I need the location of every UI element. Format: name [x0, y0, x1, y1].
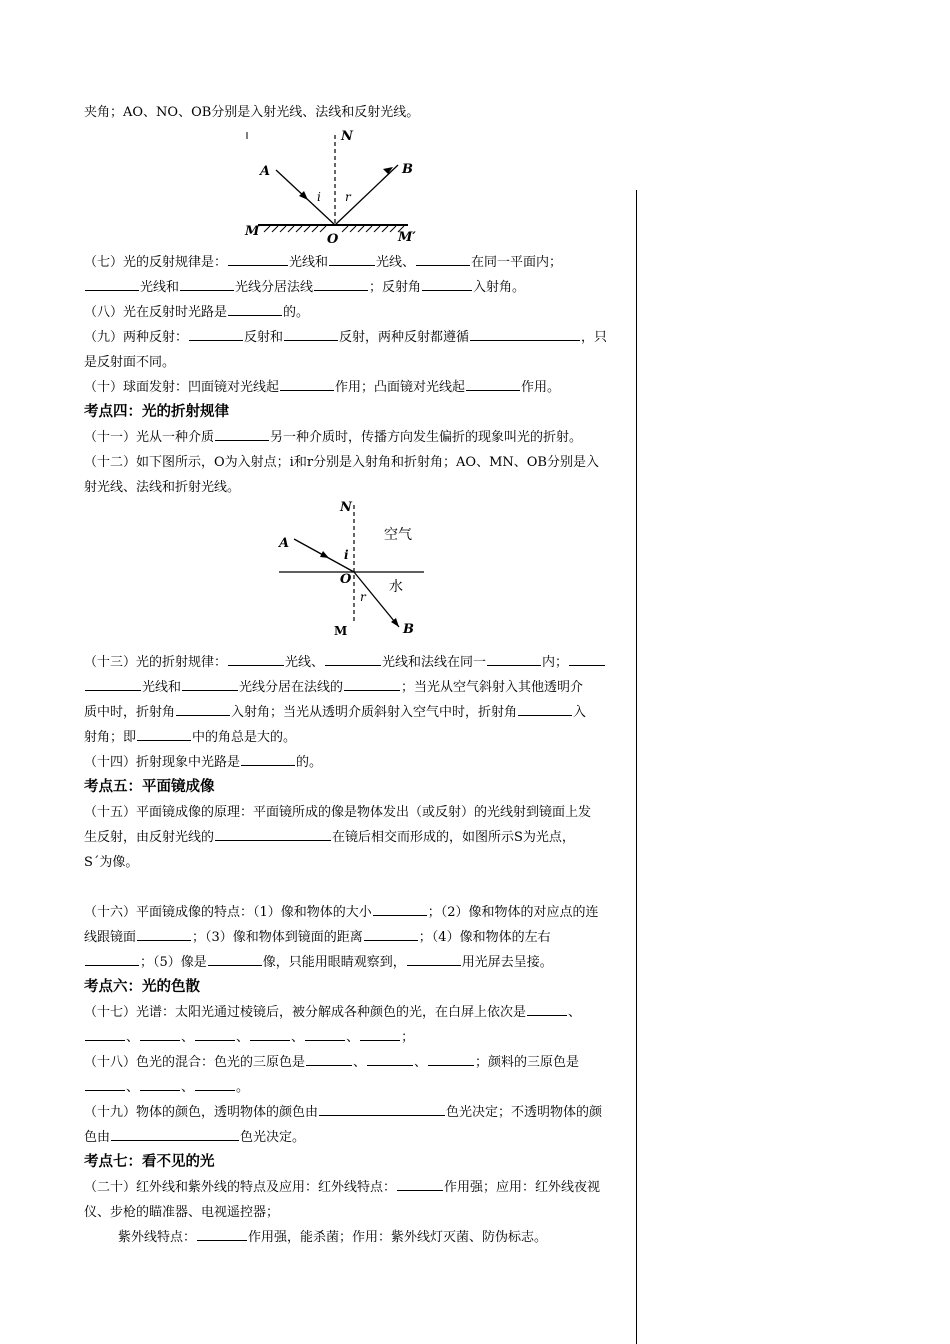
- blank-field[interactable]: [306, 1053, 352, 1066]
- blank-field[interactable]: [527, 1003, 567, 1016]
- section-heading-5: 考点五：平面镜成像: [84, 779, 215, 795]
- blank-field[interactable]: [208, 953, 262, 966]
- fig1-label-a: A: [260, 164, 271, 179]
- section-heading-6: 考点六：光的色散: [84, 979, 200, 995]
- item-15-line-3: S´为像。: [84, 855, 139, 870]
- item-19-line-1: （十九）物体的颜色，透明物体的颜色由 色光决定；不透明物体的颜: [84, 1105, 603, 1120]
- blank-field[interactable]: [189, 328, 243, 341]
- item-9-line-1: （九）两种反射： 反射和 反射，两种反射都遵循 ，只: [84, 330, 608, 345]
- fig1-label-r: r: [345, 190, 351, 204]
- blank-field[interactable]: [140, 1028, 180, 1041]
- blank-field[interactable]: [85, 278, 139, 291]
- fig1-label-i: i: [317, 190, 321, 204]
- blank-field[interactable]: [140, 1078, 180, 1091]
- figure-spacer-1: [84, 125, 624, 250]
- blank-field[interactable]: [137, 728, 191, 741]
- blank-field[interactable]: [466, 378, 520, 391]
- item-9-line-2: 是反射面不同。: [84, 355, 176, 370]
- fig2-label-water: 水: [389, 579, 403, 595]
- blank-field[interactable]: [280, 378, 334, 391]
- item-11: （十一）光从一种介质 另一种介质时，传播方向发生偏折的现象叫光的折射。: [84, 430, 583, 445]
- blank-field[interactable]: [428, 1053, 474, 1066]
- blank-field[interactable]: [228, 653, 284, 666]
- item-20-line-2: 仪、步枪的瞄准器、电视遥控器；: [84, 1205, 280, 1220]
- blank-field[interactable]: [305, 1028, 345, 1041]
- blank-field[interactable]: [470, 328, 580, 341]
- empty-line: [84, 875, 624, 900]
- item-17-line-2: 、 、 、 、 、 ；: [84, 1025, 624, 1050]
- item-16-line-1: （十六）平面镜成像的特点：（1）像和物体的大小 ；（2）像和物体的对应点的连: [84, 905, 599, 920]
- blank-field[interactable]: [325, 653, 381, 666]
- item-13-line-3: 质中时，折射角 入射角；当光从透明介质斜射入空气中时，折射角 入: [84, 705, 587, 720]
- item-15-line-1: （十五）平面镜成像的原理：平面镜所成的像是物体发出（或反射）的光线射到镜面上发: [84, 805, 592, 820]
- blank-field[interactable]: [85, 1028, 125, 1041]
- blank-field[interactable]: [360, 1028, 400, 1041]
- section-heading-4: 考点四：光的折射规律: [84, 404, 229, 420]
- blank-field[interactable]: [364, 928, 418, 941]
- item-12-line-1: （十二）如下图所示，O为入射点；i和r分别是入射角和折射角；AO、MN、OB分别是入: [84, 455, 599, 470]
- blank-field[interactable]: [569, 653, 605, 666]
- margin-rule: [636, 190, 637, 1344]
- blank-field[interactable]: [215, 828, 331, 841]
- fig1-label-b: B: [402, 162, 413, 177]
- blank-field[interactable]: [195, 1028, 235, 1041]
- blank-field[interactable]: [518, 703, 572, 716]
- item-15-line-2: 生反射，由反射光线的 在镜后相交而形成的，如图所示S为光点，: [84, 830, 575, 845]
- blank-field[interactable]: [180, 278, 234, 291]
- fig1-label-n: N: [341, 129, 353, 144]
- blank-field[interactable]: [111, 1128, 239, 1141]
- blank-field[interactable]: [228, 253, 288, 266]
- figure-spacer-2: [84, 500, 624, 650]
- intro-line: 夹角；AO、NO、OB分别是入射光线、法线和反射光线。: [84, 105, 420, 120]
- fig1-label-o: O: [327, 232, 339, 245]
- item-12-line-2: 射光线、法线和折射光线。: [84, 480, 241, 495]
- blank-field[interactable]: [176, 703, 230, 716]
- item-8: （八）光在反射时光路是 的。: [84, 305, 310, 320]
- item-18-line-1: （十八）色光的混合：色光的三原色是 、 、 ；颜料的三原色是: [84, 1055, 580, 1070]
- item-13-line-2: 光线和 光线分居在法线的 ；当光从空气斜射入其他透明介: [84, 675, 624, 700]
- blank-field[interactable]: [228, 303, 282, 316]
- fig2-label-r: r: [360, 590, 366, 604]
- blank-field[interactable]: [407, 953, 461, 966]
- fig2-label-b: B: [403, 622, 414, 637]
- item-7-line-2: 光线和 光线分居法线 ；反射角 入射角。: [84, 275, 624, 300]
- blank-field[interactable]: [397, 1178, 443, 1191]
- item-20-line-1: （二十）红外线和紫外线的特点及应用：红外线特点： 作用强；应用：红外线夜视: [84, 1180, 601, 1195]
- blank-field[interactable]: [215, 428, 269, 441]
- item-7-line-1: （七）光的反射规律是： 光线和 光线、 在同一平面内；: [84, 255, 563, 270]
- blank-field[interactable]: [182, 678, 238, 691]
- document-body: [84, 100, 624, 1250]
- item-20-line-3: 紫外线特点： 作用强，能杀菌；作用：紫外线灯灭菌、防伪标志。: [118, 1230, 548, 1245]
- blank-field[interactable]: [250, 1028, 290, 1041]
- item-19-line-2: 色由 色光决定。: [84, 1130, 306, 1145]
- item-14: （十四）折射现象中光路是 的。: [84, 755, 323, 770]
- blank-field[interactable]: [329, 253, 375, 266]
- fig2-label-n: N: [340, 500, 352, 515]
- fig1-label-m-prime: M′: [398, 230, 416, 245]
- blank-field[interactable]: [319, 1103, 445, 1116]
- blank-field[interactable]: [284, 328, 338, 341]
- blank-field[interactable]: [137, 928, 191, 941]
- item-17-line-1: （十七）光谱：太阳光通过棱镜后，被分解成各种颜色的光，在白屏上依次是 、: [84, 1005, 582, 1020]
- blank-field[interactable]: [416, 253, 470, 266]
- fig1-label-m: M: [245, 224, 260, 239]
- blank-field[interactable]: [367, 1053, 413, 1066]
- blank-field[interactable]: [241, 753, 295, 766]
- blank-field[interactable]: [195, 1078, 235, 1091]
- item-10: （十）球面发射：凹面镜对光线起 作用；凸面镜对光线起 作用。: [84, 380, 561, 395]
- item-18-line-2: 、 、 。: [84, 1075, 624, 1100]
- blank-field[interactable]: [85, 1078, 125, 1091]
- fig2-label-o: O: [340, 572, 352, 587]
- fig2-label-air: 空气: [384, 527, 412, 543]
- blank-field[interactable]: [85, 678, 141, 691]
- fig2-label-m: M: [334, 624, 348, 638]
- item-13-line-4: 射角；即 中的角总是大的。: [84, 730, 297, 745]
- fig2-label-a: A: [279, 536, 290, 551]
- blank-field[interactable]: [314, 278, 368, 291]
- blank-field[interactable]: [344, 678, 400, 691]
- blank-field[interactable]: [197, 1228, 247, 1241]
- blank-field[interactable]: [373, 903, 427, 916]
- blank-field[interactable]: [85, 953, 139, 966]
- item-16-line-3: ；（5）像是 像，只能用眼睛观察到， 用光屏去呈接。: [84, 950, 624, 975]
- blank-field[interactable]: [422, 278, 472, 291]
- blank-field[interactable]: [487, 653, 541, 666]
- item-16-line-2: 线跟镜面 ；（3）像和物体到镜面的距离 ；（4）像和物体的左右: [84, 930, 551, 945]
- item-13-line-1: （十三）光的折射规律： 光线、 光线和法线在同一 内；: [84, 650, 624, 675]
- section-heading-7: 考点七：看不见的光: [84, 1154, 215, 1170]
- fig2-label-i: i: [344, 548, 349, 562]
